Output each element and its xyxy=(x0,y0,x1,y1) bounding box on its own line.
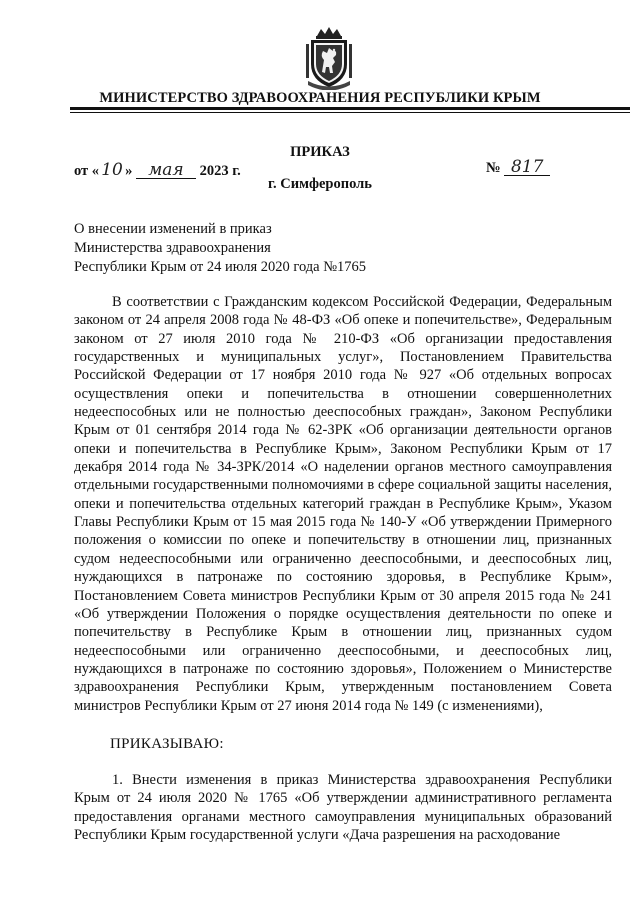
order-subject xyxy=(74,220,366,277)
ministry-name: МИНИСТЕРСТВО ЗДРАВООХРАНЕНИЯ РЕСПУБЛИКИ КРЫМ xyxy=(99,90,541,106)
header-rule-thick xyxy=(70,107,630,110)
preamble-paragraph: В соответствии с Гражданским кодексом Российской Федерации, Федеральным законом от 24 апреля 2008 года № 48-ФЗ «Об опеке и попечительстве», Федеральным законом от 27 июля 2010 года № 210-ФЗ «Об организации предоставления государственных и муниципальных услуг», Постановлением Правительства Российской Федерации от 17 ноября 2010 года № 927 «Об отдельных вопросах осуществления опеки и попечительства в отношении совершеннолетних недееспособных или не полностью дееспособных граждан», Законом Республики Крым от 01 сентября 2014 года № 62-ЗРК «Об организации деятельности органов опеки и попечительства в Республике Крым», Законом Республики Крым от 17 декабря 2014 года № 34-ЗРК/2014 «О наделении органов местного самоуправления отдельными государственными полномочиями в сфере социальной защиты населения, опеки и попечительства отдельных категорий граждан в Республике Крым», Указом Главы Республики Крым от 15 мая 2015 года № 140-У «Об утверждении Примерного положения о комиссии по опеке и попечительству в отношении лиц, признанных судом недееспособными или ограниченно дееспособными, и дееспособных лиц, нуждающихся в патронаже по состоянию здоровья, в Республике Крым», Постановлением Совета министров Республики Крым от 30 апреля 2015 года № 241 «Об утверждении Положения о порядке осуществления деятельности по опеке и попечительству в Республике Крым в отношении лиц, признанных судом недееспособными или ограниченно дееспособными, и дееспособных лиц, нуждающихся в патронаже по состоянию здоровья», Положением о Министерстве здравоохранения Республики Крым, утвержденным постановлением Совета министров Республики Крым от 27 июня 2014 года № 149 (с изменениями), xyxy=(74,294,612,714)
order-number xyxy=(486,157,550,177)
date-day: 10 xyxy=(101,160,123,180)
date-mid: » xyxy=(125,163,133,179)
header-rule-thin xyxy=(70,112,630,113)
number-value: 817 xyxy=(504,160,550,176)
subject-line: Министерства здравоохранения xyxy=(74,240,271,256)
date-month: мая xyxy=(136,163,196,179)
order-item-1: 1. Внести изменения в приказ Министерства здравоохранения Республики Крым от 24 июля 2020 № 1765 «Об утверждении административного регламента предоставления органами местного самоуправления муниципальных образований Республики Крым государственной услуги «Дача разрешения на расходование xyxy=(74,772,612,844)
order-city: г. Симферополь xyxy=(268,176,372,192)
order-title: ПРИКАЗ xyxy=(290,144,350,160)
date-suffix: 2023 г. xyxy=(199,163,241,179)
decree-word: ПРИКАЗЫВАЮ: xyxy=(110,736,224,752)
number-prefix: № xyxy=(486,160,501,176)
subject-line: Республики Крым от 24 июля 2020 года №1765 xyxy=(74,259,367,275)
subject-line: О внесении изменений в приказ xyxy=(74,221,272,237)
crimea-coat-of-arms-icon xyxy=(302,26,356,90)
date-prefix: от « xyxy=(74,163,100,179)
